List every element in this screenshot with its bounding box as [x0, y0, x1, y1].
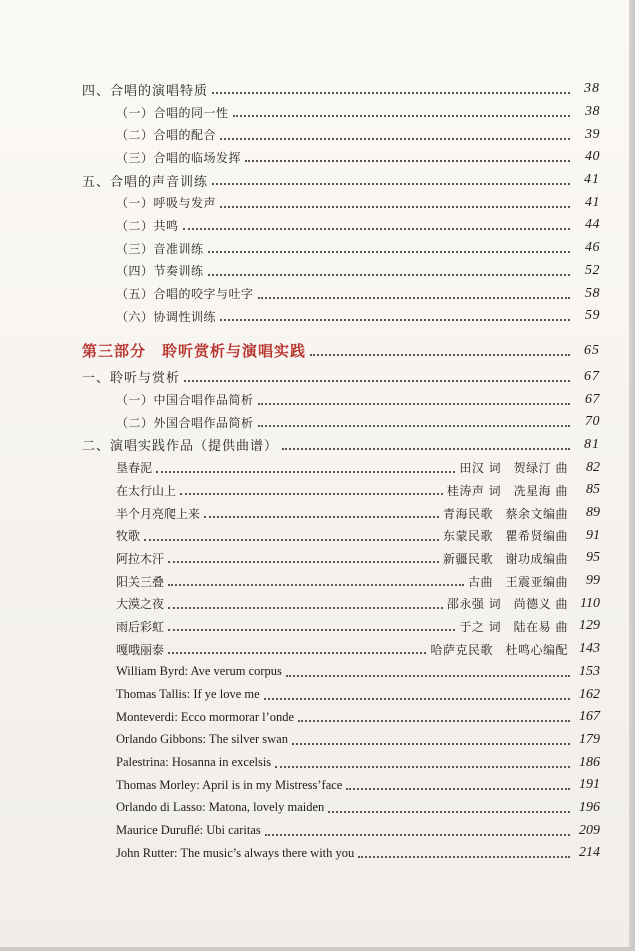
dot-leader	[168, 584, 464, 586]
toc-subsection-label: （二）合唱的配合	[116, 128, 217, 143]
toc-page-number: 129	[579, 618, 600, 634]
toc-work-entry[interactable]	[82, 774, 600, 797]
work-credit: 古曲 王震亚编曲	[467, 574, 568, 589]
toc-section-label: 五、合唱的声音训练	[82, 174, 209, 190]
toc-subsection[interactable]	[82, 214, 600, 237]
toc-page-number: 39	[585, 126, 600, 142]
toc-work-entry[interactable]	[82, 729, 600, 752]
toc-page-number: 41	[585, 194, 600, 210]
toc-work-entry[interactable]	[82, 570, 600, 593]
toc-page-number: 85	[586, 482, 600, 498]
toc-page-number: 41	[584, 172, 600, 188]
dot-leader	[204, 516, 439, 518]
toc-page-number: 89	[586, 505, 600, 521]
toc-work-entry[interactable]	[82, 502, 600, 525]
toc-work-entry[interactable]	[82, 706, 600, 729]
toc-page-number: 196	[579, 799, 600, 815]
toc-page-number: 153	[579, 663, 600, 679]
page-edge-bottom	[0, 947, 635, 951]
dot-leader	[168, 607, 443, 609]
toc-work-entry[interactable]	[82, 842, 600, 865]
toc-subsection[interactable]	[82, 260, 600, 283]
toc-work-entry[interactable]	[82, 592, 600, 615]
work-credit: 田汉 词 贺绿汀 曲	[459, 461, 568, 476]
dot-leader	[258, 297, 570, 299]
work-title: 雨后彩虹	[116, 619, 165, 634]
work-credit: 于之 词 陆在易 曲	[459, 619, 568, 634]
work-title: Palestrina: Hosanna in excelsis	[116, 755, 272, 770]
work-credit: 哈萨克民歌 杜鸣心编配	[430, 642, 568, 657]
dot-leader	[282, 448, 570, 450]
work-credit: 桂涛声 词 冼星海 曲	[446, 483, 568, 498]
dot-leader	[220, 206, 570, 208]
toc-page-number: 186	[579, 754, 600, 770]
toc-work-entry[interactable]	[82, 683, 600, 706]
toc-subsection-label: （四）节奏训练	[116, 264, 204, 279]
toc-section-4[interactable]	[82, 78, 600, 101]
toc-page-number: 81	[584, 436, 600, 452]
toc-subsection[interactable]	[82, 191, 600, 214]
toc-subsection-label: （六）协调性训练	[116, 309, 217, 324]
toc-subsection-label: （一）合唱的同一性	[116, 105, 229, 120]
toc-page-number: 38	[584, 81, 600, 97]
work-title: John Rutter: The music’s always there with you	[116, 845, 355, 860]
toc-page-number: 95	[586, 550, 600, 566]
toc-page-number: 209	[579, 822, 600, 838]
toc-page-number: 59	[585, 308, 600, 324]
dot-leader	[208, 251, 570, 253]
dot-leader	[144, 539, 439, 541]
toc-section-label: 一、聆听与赏析	[82, 371, 181, 387]
work-title: Thomas Tallis: If ye love me	[116, 687, 260, 702]
toc-part-3-heading[interactable]	[82, 336, 600, 366]
toc-subsection[interactable]	[82, 388, 600, 411]
toc-subsection-label: （二）共鸣	[116, 218, 179, 233]
table-of-contents	[82, 78, 600, 865]
toc-work-entry[interactable]	[82, 797, 600, 820]
work-credit: 邵永强 词 尚德义 曲	[446, 597, 568, 612]
dot-leader	[258, 425, 570, 427]
work-title: 大漠之夜	[116, 597, 165, 612]
toc-subsection[interactable]	[82, 411, 600, 434]
toc-work-entry[interactable]	[82, 547, 600, 570]
toc-page-number: 38	[585, 104, 600, 120]
toc-work-entry[interactable]	[82, 638, 600, 661]
toc-page-number: 65	[584, 342, 600, 358]
work-title: William Byrd: Ave verum corpus	[116, 664, 282, 679]
work-title: 在太行山上	[116, 483, 177, 498]
toc-page-number: 67	[585, 391, 600, 407]
toc-page-number: 214	[579, 845, 600, 861]
toc-subsection-label: （一）呼吸与发声	[116, 196, 217, 211]
dot-leader	[245, 160, 570, 162]
dot-leader	[220, 319, 570, 321]
work-title: Maurice Duruflé: Ubi caritas	[116, 823, 261, 838]
work-title: Orlando di Lasso: Matona, lovely maiden	[116, 800, 325, 815]
dot-leader	[265, 834, 570, 836]
toc-page-number: 143	[579, 641, 600, 657]
toc-subsection-label: （二）外国合唱作品简析	[116, 415, 254, 430]
toc-page-number: 52	[585, 262, 600, 278]
dot-leader	[258, 403, 570, 405]
toc-page-number: 44	[585, 217, 600, 233]
dot-leader	[220, 138, 570, 140]
toc-section-label: 二、演唱实践作品（提供曲谱）	[82, 439, 279, 455]
toc-page-number: 40	[585, 149, 600, 165]
toc-page-number: 167	[579, 709, 600, 725]
toc-subsection-label: （一）中国合唱作品简析	[116, 393, 254, 408]
dot-leader	[184, 380, 570, 382]
toc-subsection[interactable]	[82, 101, 600, 124]
work-credit: 青海民歌 蔡余文编曲	[442, 506, 568, 521]
dot-leader	[208, 274, 570, 276]
dot-leader	[286, 675, 570, 677]
toc-page-number: 110	[580, 595, 600, 611]
toc-page-number: 191	[579, 777, 600, 793]
work-credit: 东蒙民歌 瞿希贤编曲	[442, 529, 568, 544]
toc-page-number: 82	[586, 459, 600, 475]
toc-page-number: 162	[579, 686, 600, 702]
toc-work-entry[interactable]	[82, 524, 600, 547]
toc-page-number: 46	[585, 240, 600, 256]
toc-subsection-label: （三）合唱的临场发挥	[116, 150, 242, 165]
dot-leader	[212, 183, 570, 185]
toc-subsection-label: （五）合唱的咬字与吐字	[116, 287, 254, 302]
work-title: Orlando Gibbons: The silver swan	[116, 732, 288, 747]
dot-leader	[212, 92, 570, 94]
toc-subsection[interactable]	[82, 282, 600, 305]
dot-leader	[275, 766, 570, 768]
toc-page-number: 91	[586, 527, 600, 543]
dot-leader	[328, 811, 570, 813]
dot-leader	[310, 354, 570, 356]
work-credit: 新疆民歌 谢功成编曲	[442, 551, 568, 566]
work-title: 阿拉木汗	[116, 551, 165, 566]
dot-leader	[298, 720, 570, 722]
work-title: 垦春泥	[116, 461, 153, 476]
dot-leader	[358, 856, 570, 858]
toc-section-label: 四、合唱的演唱特质	[82, 83, 209, 99]
toc-subsection[interactable]	[82, 305, 600, 328]
toc-page-number: 67	[584, 368, 600, 384]
work-title: Thomas Morley: April is in my Mistress’face	[116, 777, 343, 792]
work-title: 阳关三叠	[116, 574, 165, 589]
work-title: 半个月亮爬上来	[116, 506, 201, 521]
dot-leader	[183, 228, 570, 230]
toc-work-entry[interactable]	[82, 819, 600, 842]
dot-leader	[180, 493, 443, 495]
toc-work-entry[interactable]	[82, 479, 600, 502]
toc-section-5[interactable]	[82, 169, 600, 192]
toc-section-2[interactable]	[82, 434, 600, 457]
toc-page-number: 70	[585, 414, 600, 430]
toc-work-entry[interactable]	[82, 615, 600, 638]
dot-leader	[233, 115, 570, 117]
dot-leader	[168, 629, 455, 631]
toc-work-entry[interactable]	[82, 751, 600, 774]
page-edge-right	[629, 0, 635, 951]
dot-leader	[156, 471, 455, 473]
toc-work-entry[interactable]	[82, 661, 600, 684]
dot-leader	[168, 652, 426, 654]
toc-page-number: 179	[579, 731, 600, 747]
toc-page-number: 99	[586, 573, 600, 589]
dot-leader	[168, 561, 439, 563]
toc-subsection[interactable]	[82, 146, 600, 169]
toc-subsection[interactable]	[82, 237, 600, 260]
toc-work-entry[interactable]	[82, 456, 600, 479]
toc-page-number: 58	[585, 285, 600, 301]
dot-leader	[292, 743, 570, 745]
work-title: Monteverdi: Ecco mormorar l’onde	[116, 709, 295, 724]
work-title: 牧歌	[116, 529, 141, 544]
toc-section-1[interactable]	[82, 366, 600, 389]
dot-leader	[346, 788, 570, 790]
part-heading-label: 第三部分 聆听赏析与演唱实践	[82, 342, 307, 361]
toc-subsection[interactable]	[82, 123, 600, 146]
toc-subsection-label: （三）音准训练	[116, 241, 204, 256]
dot-leader	[264, 698, 570, 700]
work-title: 嘎哦丽泰	[116, 642, 165, 657]
